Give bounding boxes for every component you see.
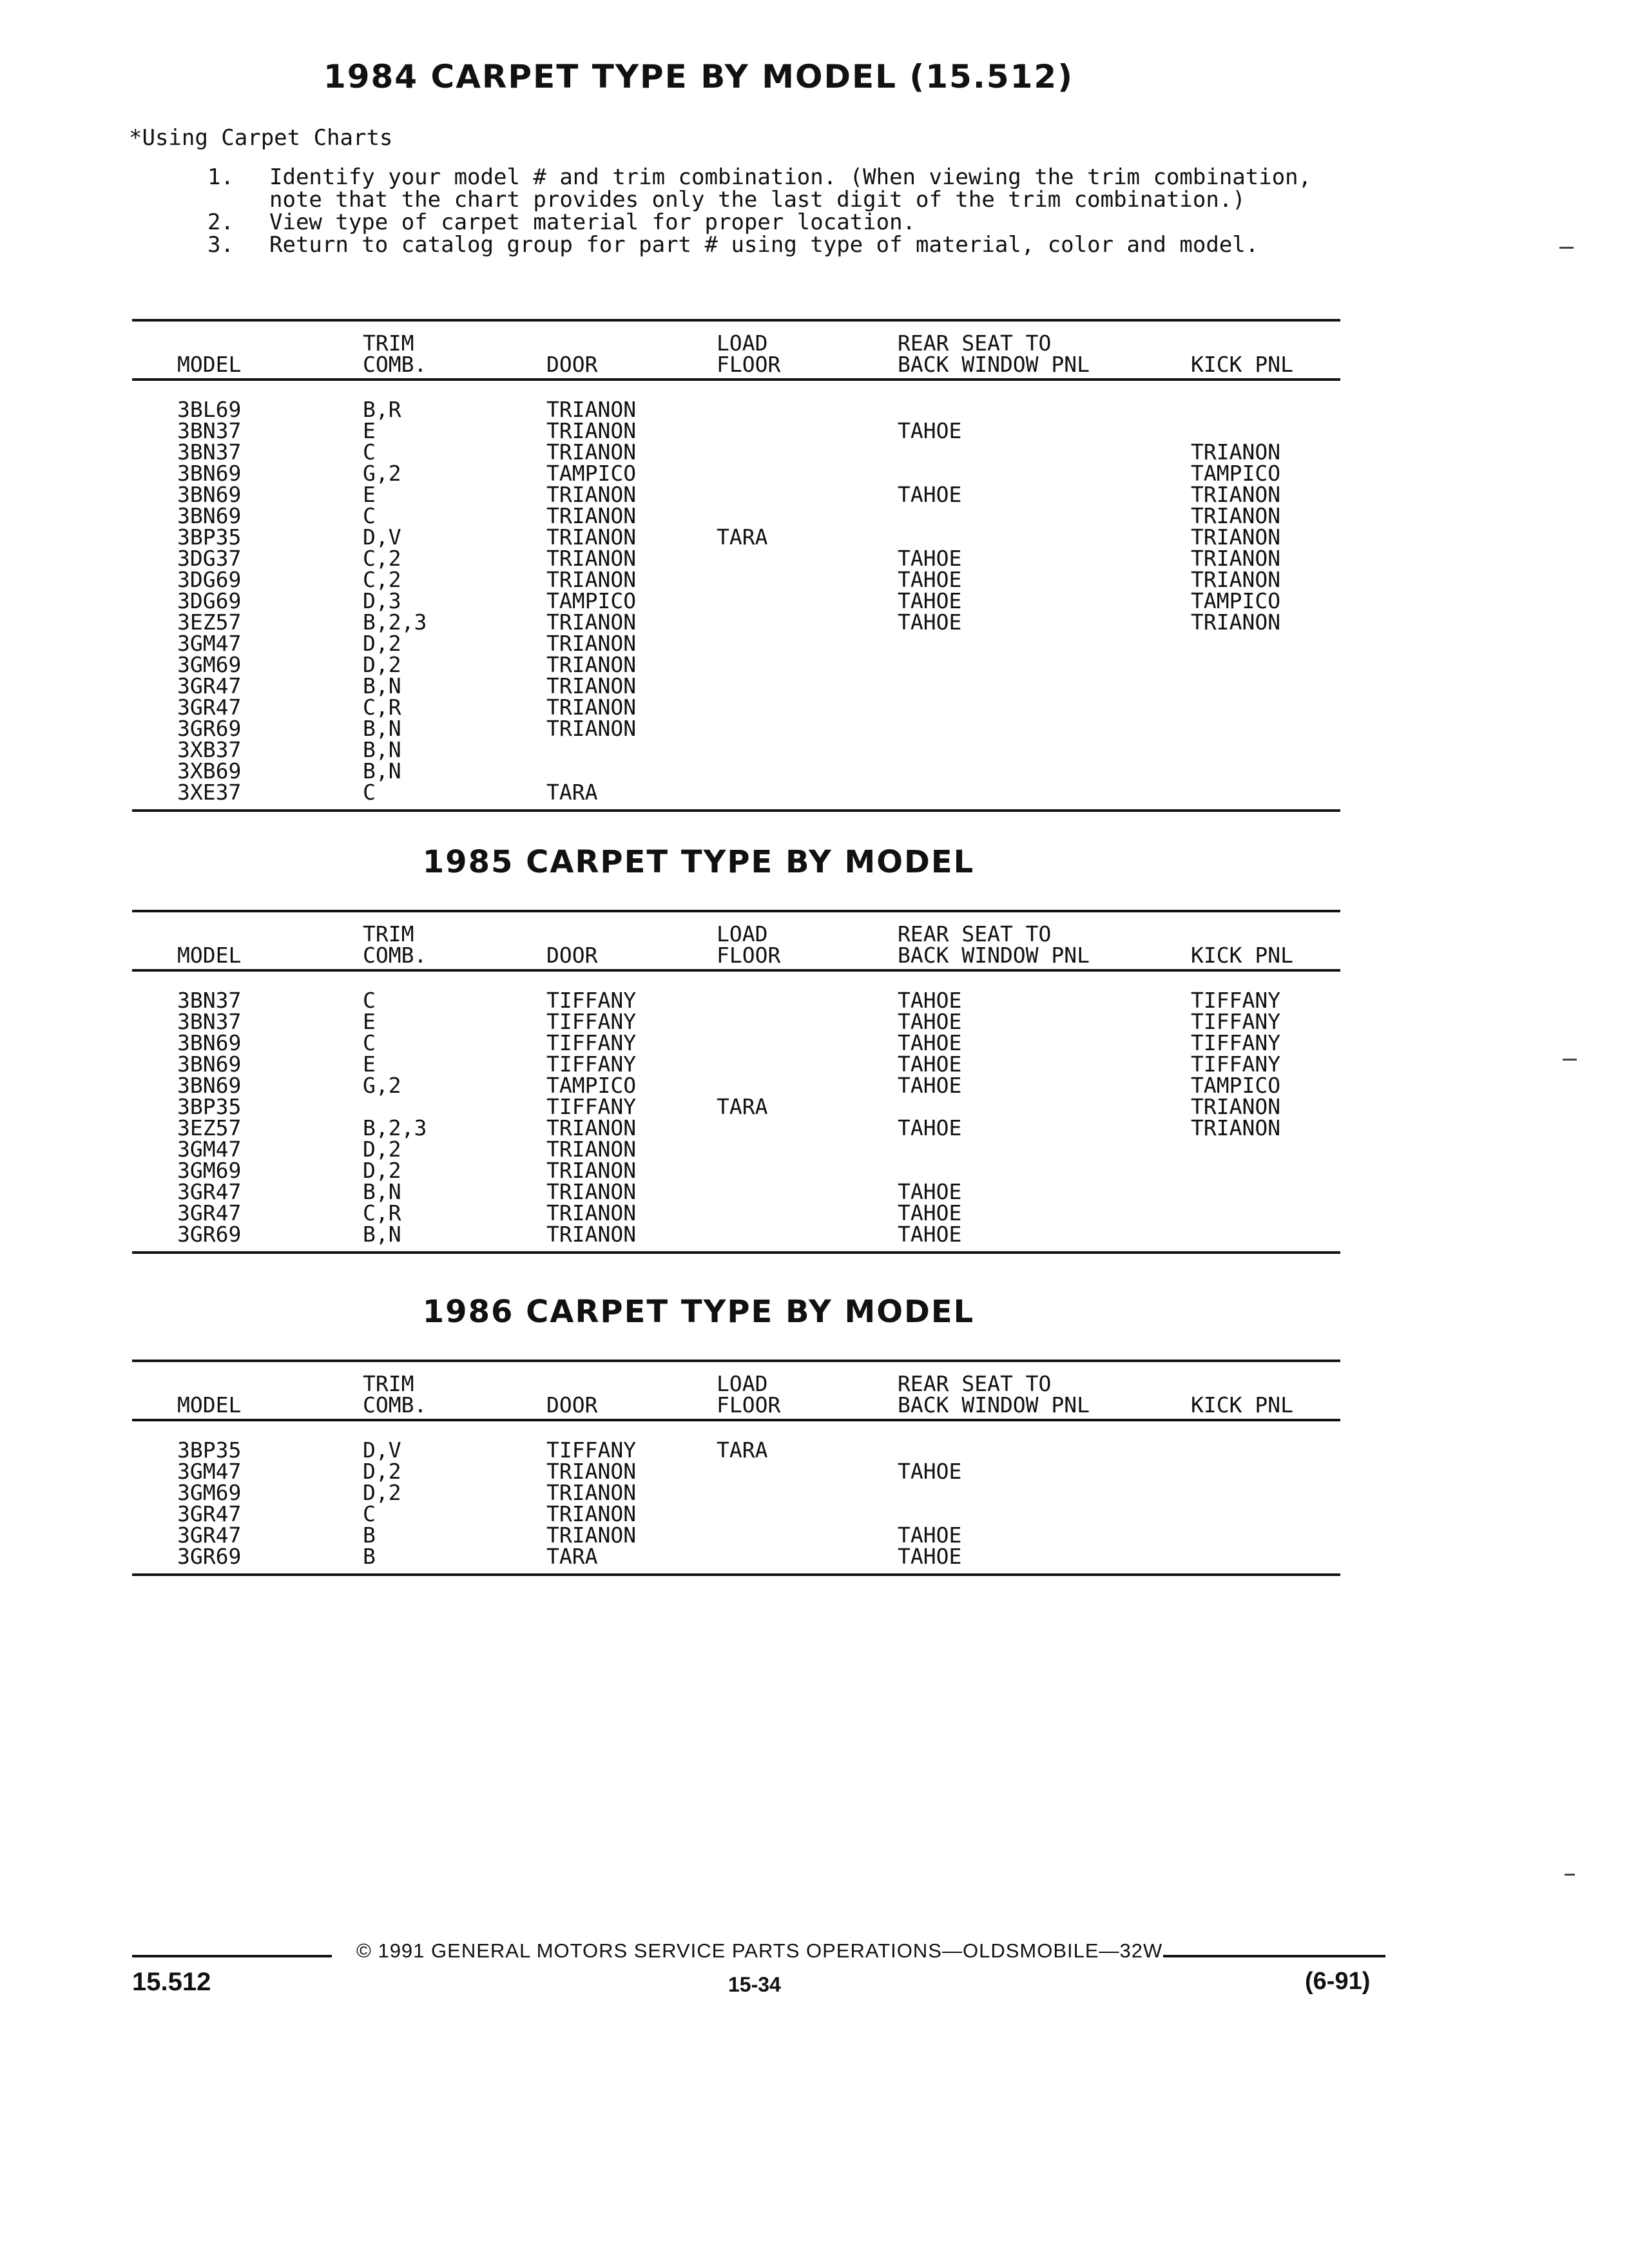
cell-model: 3BP35 xyxy=(177,1437,242,1463)
table-row xyxy=(132,760,1340,782)
header-comb: COMB. xyxy=(363,943,427,968)
table-row xyxy=(132,569,1340,590)
cell-door: TAMPICO xyxy=(546,1073,637,1098)
intro-heading: *Using Carpet Charts xyxy=(129,125,393,151)
cell-model: 3BN37 xyxy=(177,1009,242,1034)
cell-door: TARA xyxy=(546,780,598,805)
table-row xyxy=(132,484,1340,505)
table-row xyxy=(132,1482,1340,1503)
table-row xyxy=(132,1524,1340,1546)
cell-rear-seat: TAHOE xyxy=(898,610,962,635)
cell-kick-panel: TRIANON xyxy=(1191,1115,1281,1140)
table-bottom-rule xyxy=(132,1573,1340,1576)
footer-rule-right xyxy=(1163,1955,1385,1957)
table-1984 xyxy=(132,319,1340,812)
header-load: LOAD xyxy=(717,1371,768,1396)
cell-trim: C,2 xyxy=(363,546,401,571)
cell-door: TRIANON xyxy=(546,1501,637,1526)
cell-trim: C xyxy=(363,439,376,465)
table-1985 xyxy=(132,910,1340,1254)
cell-kick-panel: TAMPICO xyxy=(1191,461,1281,486)
header-back-window: BACK WINDOW PNL xyxy=(898,352,1090,377)
table-row xyxy=(132,1032,1340,1053)
cell-door: TRIANON xyxy=(546,1523,637,1548)
cell-model: 3XE37 xyxy=(177,780,242,805)
table-header xyxy=(132,322,1340,381)
cell-trim: B,N xyxy=(363,1179,401,1204)
cell-door: TIFFANY xyxy=(546,1437,637,1463)
cell-trim: D,V xyxy=(363,524,401,550)
cell-door: TRIANON xyxy=(546,695,637,720)
title-1984: 1984 CARPET TYPE BY MODEL (15.512) xyxy=(323,58,1074,95)
cell-trim: D,2 xyxy=(363,1459,401,1484)
cell-kick-panel: TRIANON xyxy=(1191,524,1281,550)
cell-trim: B,N xyxy=(363,673,401,698)
header-back-window: BACK WINDOW PNL xyxy=(898,1392,1090,1418)
header-trim: TRIM xyxy=(363,331,414,356)
cell-model: 3BL69 xyxy=(177,397,242,422)
table-row xyxy=(132,1096,1340,1117)
cell-rear-seat: TAHOE xyxy=(898,1544,962,1569)
cell-model: 3GR47 xyxy=(177,1501,242,1526)
cell-kick-panel: TRIANON xyxy=(1191,1094,1281,1119)
table-row xyxy=(132,441,1340,463)
cell-door: TRIANON xyxy=(546,1480,637,1505)
cell-model: 3GM47 xyxy=(177,1137,242,1162)
header-model: MODEL xyxy=(177,1392,242,1418)
cell-door: TIFFANY xyxy=(546,1052,637,1077)
step-text: Return to catalog group for part # using type of material, color and model. xyxy=(269,232,1259,258)
instruction-list xyxy=(207,166,1329,256)
header-kick: KICK PNL xyxy=(1191,352,1293,377)
instruction-step xyxy=(207,234,1329,256)
cell-trim: C xyxy=(363,988,376,1013)
cell-model: 3GR69 xyxy=(177,1222,242,1247)
cell-trim: D,V xyxy=(363,1437,401,1463)
cell-model: 3BN69 xyxy=(177,461,242,486)
cell-load-floor: TARA xyxy=(717,524,768,550)
table-row xyxy=(132,611,1340,633)
cell-model: 3GM69 xyxy=(177,1158,242,1183)
cell-trim: C,R xyxy=(363,695,401,720)
cell-trim: D,2 xyxy=(363,1480,401,1505)
step-number: 3. xyxy=(207,232,234,258)
table-row xyxy=(132,675,1340,697)
cell-trim: D,3 xyxy=(363,588,401,613)
cell-model: 3GM47 xyxy=(177,1459,242,1484)
cell-door: TRIANON xyxy=(546,631,637,656)
table-row xyxy=(132,1160,1340,1181)
copyright-line: © 1991 GENERAL MOTORS SERVICE PARTS OPERATIONS—OLDSMOBILE—32W xyxy=(356,1939,1163,1962)
table-body xyxy=(132,972,1340,1251)
cell-kick-panel: TRIANON xyxy=(1191,439,1281,465)
cell-trim: B xyxy=(363,1523,376,1548)
cell-trim: D,2 xyxy=(363,652,401,677)
cell-rear-seat: TAHOE xyxy=(898,546,962,571)
cell-rear-seat: TAHOE xyxy=(898,1523,962,1548)
cell-rear-seat: TAHOE xyxy=(898,567,962,592)
cell-model: 3GR47 xyxy=(177,1200,242,1225)
cell-door: TIFFANY xyxy=(546,1009,637,1034)
cell-door: TRIANON xyxy=(546,1137,637,1162)
cell-trim: E xyxy=(363,418,376,443)
cell-door: TRIANON xyxy=(546,418,637,443)
cell-door: TIFFANY xyxy=(546,1030,637,1055)
cell-door: TRIANON xyxy=(546,482,637,507)
step-number: 2. xyxy=(207,209,234,235)
table-body xyxy=(132,381,1340,809)
table-header xyxy=(132,1362,1340,1421)
cell-rear-seat: TAHOE xyxy=(898,1222,962,1247)
table-row xyxy=(132,1011,1340,1032)
table-row xyxy=(132,1546,1340,1567)
cell-trim: D,2 xyxy=(363,1137,401,1162)
cell-kick-panel: TAMPICO xyxy=(1191,1073,1281,1098)
cell-model: 3BN69 xyxy=(177,1030,242,1055)
cell-rear-seat: TAHOE xyxy=(898,418,962,443)
header-rear-seat: REAR SEAT TO xyxy=(898,921,1052,947)
table-row xyxy=(132,1224,1340,1245)
cell-load-floor: TARA xyxy=(717,1437,768,1463)
table-row xyxy=(132,1181,1340,1202)
table-bottom-rule xyxy=(132,1251,1340,1254)
cell-rear-seat: TAHOE xyxy=(898,588,962,613)
header-comb: COMB. xyxy=(363,352,427,377)
table-row xyxy=(132,1053,1340,1075)
cell-door: TRIANON xyxy=(546,673,637,698)
cell-trim: C,R xyxy=(363,1200,401,1225)
table-row xyxy=(132,654,1340,675)
cell-kick-panel: TIFFANY xyxy=(1191,1009,1281,1034)
header-floor: FLOOR xyxy=(717,943,781,968)
cell-door: TRIANON xyxy=(546,1179,637,1204)
cell-trim: C xyxy=(363,780,376,805)
cell-model: 3GR69 xyxy=(177,1544,242,1569)
cell-model: 3DG37 xyxy=(177,546,242,571)
cell-rear-seat: TAHOE xyxy=(898,1459,962,1484)
cell-trim: G,2 xyxy=(363,461,401,486)
cell-kick-panel: TRIANON xyxy=(1191,567,1281,592)
margin-mark xyxy=(1559,247,1574,249)
header-load: LOAD xyxy=(717,331,768,356)
cell-trim: B,2,3 xyxy=(363,1115,427,1140)
cell-rear-seat: TAHOE xyxy=(898,1052,962,1077)
header-door: DOOR xyxy=(546,943,598,968)
table-row xyxy=(132,1117,1340,1139)
title-1985: 1985 CARPET TYPE BY MODEL xyxy=(422,844,975,880)
cell-rear-seat: TAHOE xyxy=(898,1073,962,1098)
cell-door: TRIANON xyxy=(546,1222,637,1247)
table-row xyxy=(132,1503,1340,1524)
cell-kick-panel: TAMPICO xyxy=(1191,588,1281,613)
header-door: DOOR xyxy=(546,352,598,377)
cell-model: 3BN69 xyxy=(177,1073,242,1098)
cell-trim: C xyxy=(363,1501,376,1526)
table-row xyxy=(132,548,1340,569)
cell-kick-panel: TIFFANY xyxy=(1191,988,1281,1013)
cell-door: TRIANON xyxy=(546,439,637,465)
cell-kick-panel: TRIANON xyxy=(1191,546,1281,571)
table-row xyxy=(132,782,1340,803)
cell-trim: E xyxy=(363,1052,376,1077)
header-kick: KICK PNL xyxy=(1191,1392,1293,1418)
title-1986: 1986 CARPET TYPE BY MODEL xyxy=(422,1294,975,1330)
cell-model: 3EZ57 xyxy=(177,1115,242,1140)
table-row xyxy=(132,1202,1340,1224)
cell-model: 3BP35 xyxy=(177,524,242,550)
cell-model: 3XB37 xyxy=(177,737,242,762)
cell-rear-seat: TAHOE xyxy=(898,1179,962,1204)
table-row xyxy=(132,1075,1340,1096)
header-load: LOAD xyxy=(717,921,768,947)
header-trim: TRIM xyxy=(363,1371,414,1396)
cell-trim: D,2 xyxy=(363,1158,401,1183)
margin-mark xyxy=(1563,1059,1577,1061)
instruction-step xyxy=(207,211,1329,234)
cell-model: 3DG69 xyxy=(177,567,242,592)
cell-rear-seat: TAHOE xyxy=(898,988,962,1013)
cell-model: 3GR47 xyxy=(177,1523,242,1548)
cell-door: TAMPICO xyxy=(546,588,637,613)
cell-trim: C xyxy=(363,503,376,528)
cell-kick-panel: TIFFANY xyxy=(1191,1052,1281,1077)
cell-door: TRIANON xyxy=(546,1158,637,1183)
table-row xyxy=(132,633,1340,654)
cell-model: 3GR47 xyxy=(177,1179,242,1204)
header-model: MODEL xyxy=(177,943,242,968)
header-floor: FLOOR xyxy=(717,352,781,377)
cell-trim: E xyxy=(363,1009,376,1034)
cell-trim: C xyxy=(363,1030,376,1055)
cell-door: TARA xyxy=(546,1544,598,1569)
cell-rear-seat: TAHOE xyxy=(898,1115,962,1140)
cell-door: TRIANON xyxy=(546,1115,637,1140)
cell-rear-seat: TAHOE xyxy=(898,482,962,507)
cell-model: 3GM69 xyxy=(177,652,242,677)
table-row xyxy=(132,1461,1340,1482)
step-text: Identify your model # and trim combination. (When viewing the trim combination, note that the chart provides only the last digit of the trim combination.) xyxy=(269,164,1312,213)
header-comb: COMB. xyxy=(363,1392,427,1418)
cell-door: TAMPICO xyxy=(546,461,637,486)
cell-model: 3BN37 xyxy=(177,988,242,1013)
cell-kick-panel: TRIANON xyxy=(1191,482,1281,507)
cell-model: 3XB69 xyxy=(177,758,242,783)
cell-model: 3GM69 xyxy=(177,1480,242,1505)
cell-door: TIFFANY xyxy=(546,1094,637,1119)
cell-trim: E xyxy=(363,482,376,507)
cell-trim: B,N xyxy=(363,716,401,741)
cell-rear-seat: TAHOE xyxy=(898,1030,962,1055)
cell-rear-seat: TAHOE xyxy=(898,1009,962,1034)
table-row xyxy=(132,990,1340,1011)
cell-trim: C,2 xyxy=(363,567,401,592)
page-number: 15-34 xyxy=(728,1973,781,1996)
cell-model: 3BN69 xyxy=(177,1052,242,1077)
cell-kick-panel: TRIANON xyxy=(1191,503,1281,528)
cell-door: TRIANON xyxy=(546,652,637,677)
cell-door: TRIANON xyxy=(546,1459,637,1484)
table-row xyxy=(132,505,1340,526)
cell-door: TRIANON xyxy=(546,524,637,550)
cell-model: 3BN37 xyxy=(177,418,242,443)
footer-rule-left xyxy=(132,1955,332,1957)
cell-model: 3BN69 xyxy=(177,503,242,528)
table-row xyxy=(132,718,1340,739)
section-number: 15.512 xyxy=(132,1968,211,1996)
table-header xyxy=(132,912,1340,972)
cell-kick-panel: TIFFANY xyxy=(1191,1030,1281,1055)
cell-model: 3GR69 xyxy=(177,716,242,741)
cell-trim: B xyxy=(363,1544,376,1569)
cell-kick-panel: TRIANON xyxy=(1191,610,1281,635)
cell-rear-seat: TAHOE xyxy=(898,1200,962,1225)
cell-door: TRIANON xyxy=(546,397,637,422)
header-rear-seat: REAR SEAT TO xyxy=(898,331,1052,356)
cell-door: TRIANON xyxy=(546,716,637,741)
table-row xyxy=(132,1139,1340,1160)
margin-mark xyxy=(1565,1874,1575,1876)
cell-trim: G,2 xyxy=(363,1073,401,1098)
table-row xyxy=(132,526,1340,548)
cell-door: TRIANON xyxy=(546,1200,637,1225)
table-1986 xyxy=(132,1360,1340,1576)
header-model: MODEL xyxy=(177,352,242,377)
table-body xyxy=(132,1421,1340,1573)
step-number: 1. xyxy=(207,164,234,190)
cell-trim: B,R xyxy=(363,397,401,422)
table-row xyxy=(132,739,1340,760)
table-row xyxy=(132,590,1340,611)
header-kick: KICK PNL xyxy=(1191,943,1293,968)
cell-model: 3BN37 xyxy=(177,439,242,465)
cell-model: 3DG69 xyxy=(177,588,242,613)
header-trim: TRIM xyxy=(363,921,414,947)
cell-door: TRIANON xyxy=(546,610,637,635)
step-text: View type of carpet material for proper location. xyxy=(269,209,916,235)
cell-trim: B,N xyxy=(363,737,401,762)
cell-load-floor: TARA xyxy=(717,1094,768,1119)
instruction-step xyxy=(207,166,1329,211)
table-row xyxy=(132,1439,1340,1461)
header-rear-seat: REAR SEAT TO xyxy=(898,1371,1052,1396)
cell-door: TRIANON xyxy=(546,546,637,571)
table-row xyxy=(132,463,1340,484)
cell-trim: B,N xyxy=(363,1222,401,1247)
cell-trim: B,N xyxy=(363,758,401,783)
cell-model: 3BN69 xyxy=(177,482,242,507)
header-back-window: BACK WINDOW PNL xyxy=(898,943,1090,968)
cell-trim: B,2,3 xyxy=(363,610,427,635)
cell-trim: D,2 xyxy=(363,631,401,656)
cell-door: TRIANON xyxy=(546,567,637,592)
cell-door: TRIANON xyxy=(546,503,637,528)
cell-model: 3GM47 xyxy=(177,631,242,656)
cell-model: 3BP35 xyxy=(177,1094,242,1119)
cell-model: 3EZ57 xyxy=(177,610,242,635)
header-door: DOOR xyxy=(546,1392,598,1418)
table-row xyxy=(132,420,1340,441)
page-footer xyxy=(132,1939,1389,2017)
revision-date: (6-91) xyxy=(1305,1968,1371,1995)
table-bottom-rule xyxy=(132,809,1340,812)
cell-model: 3GR47 xyxy=(177,695,242,720)
header-floor: FLOOR xyxy=(717,1392,781,1418)
table-row xyxy=(132,697,1340,718)
table-row xyxy=(132,399,1340,420)
cell-door: TIFFANY xyxy=(546,988,637,1013)
cell-model: 3GR47 xyxy=(177,673,242,698)
